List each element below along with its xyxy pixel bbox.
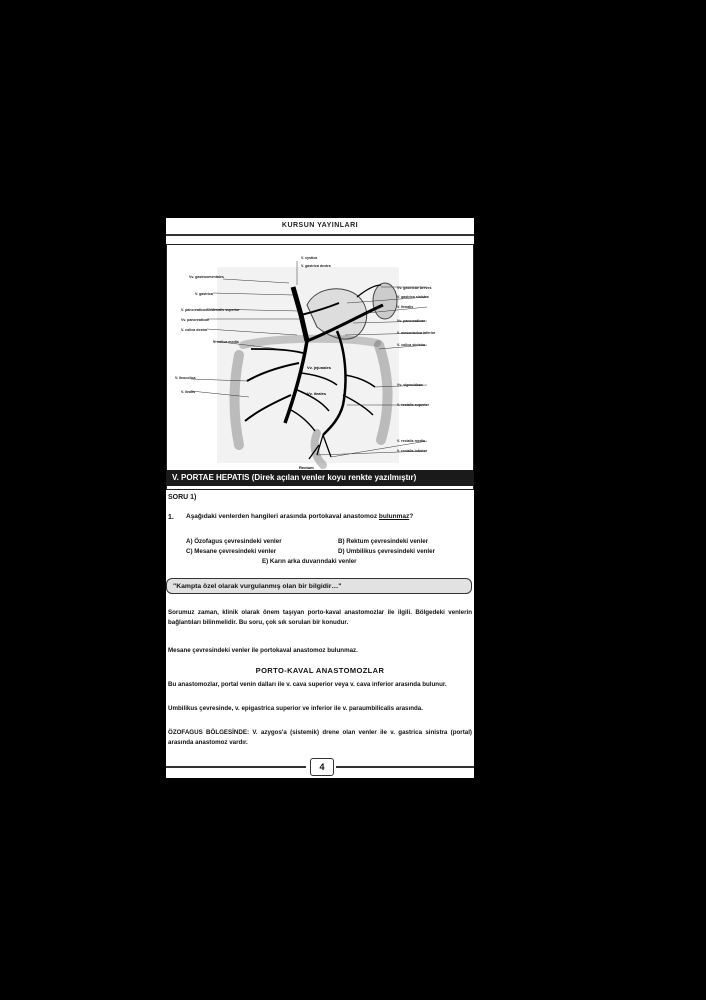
label-vv-jejunales: Vv. jejunales bbox=[307, 365, 331, 370]
label-vv-ileales: Vv. ileales bbox=[307, 391, 327, 396]
running-header: KURSUN YAYINLARI bbox=[281, 222, 359, 229]
label-v-lienalis: V. lienalis bbox=[397, 305, 414, 309]
superior-mesenteric-vein bbox=[285, 341, 307, 423]
label-v-gastrica-sinistra: V. gastrica sinistra bbox=[397, 295, 429, 299]
label-v-rectalis-media: V. rectalis media bbox=[397, 439, 426, 443]
portal-vein-figure bbox=[166, 244, 474, 490]
label-v-ileocolica: V. ileocolica bbox=[175, 376, 196, 380]
label-v-rectalis-inferior: V. rectalis inferior bbox=[397, 449, 428, 453]
colon-ascending bbox=[235, 355, 240, 445]
right-colic-vein bbox=[247, 363, 299, 381]
paragraph-5: ÖZOFAGUS BÖLGESİNDE: V. azygos'a (sistemik) drene olan venler ile v. gastrica sinistra (portal) arasında anastomoz vardır. bbox=[168, 729, 472, 746]
middle-colic-vein bbox=[251, 349, 303, 353]
ileocolic-vein bbox=[245, 395, 291, 421]
question-section-label: SORU 1) bbox=[168, 494, 197, 501]
paragraph-1: Sorumuz zaman, klinik olarak önem taşıyan porto-kaval anastomozlar ile ilgili. Bölgedeki venlerin bağlantıları bilinmelidir. Bu soru, çok sık sorulan bir konudur. bbox=[168, 609, 472, 626]
question-text-underlined: bulunmaz bbox=[378, 513, 410, 520]
label-v-cystica: V. cystica bbox=[301, 256, 318, 260]
colon-descending bbox=[379, 345, 388, 440]
label-v-rectalis-superior: V. rectalis superior bbox=[397, 403, 430, 407]
label-v-colica-media: V. colica media bbox=[213, 340, 239, 344]
label-v-gastrica-dextra: V. gastrica dextra bbox=[301, 264, 331, 268]
label-vv-pancreaticae-left: Vv. pancreaticae bbox=[181, 318, 210, 322]
paragraph-4: Umbilikus çevresinde, v. epigastrica superior ve inferior ile v. paraumbilicalis arasında. bbox=[168, 705, 423, 712]
page-number: 4 bbox=[310, 758, 334, 776]
header-rule bbox=[166, 234, 474, 236]
option-e: E) Karın arka duvarındaki venler bbox=[262, 558, 357, 565]
paragraph-3: Bu anastomozlar, portal venin dalları ile v. cava superior veya v. cava inferior arasında bulunur. bbox=[168, 681, 447, 688]
option-b: B) Rektum çevresindeki venler bbox=[338, 538, 429, 545]
label-v-mesenterica-inferior: V. mesenterica inferior bbox=[397, 331, 436, 335]
sigmoid-branch bbox=[345, 375, 375, 387]
option-d: D) Umbilikus çevresindeki venler bbox=[338, 548, 435, 555]
footer-rule-right bbox=[336, 766, 474, 768]
label-v-pancreaticoduodenalis: V. pancreaticoduodenalis superior bbox=[181, 308, 240, 312]
label-v-ilealis: V. ilealis bbox=[181, 390, 196, 394]
option-c: C) Mesane çevresindeki venler bbox=[186, 548, 277, 555]
label-rectum: Rectum bbox=[299, 465, 314, 470]
ileal-branch-lower bbox=[289, 409, 315, 431]
label-vv-sigmoideae: Vv. sigmoideae bbox=[397, 383, 423, 387]
label-v-gastrica: V. gastrica bbox=[195, 292, 213, 296]
question-text bbox=[186, 512, 472, 522]
section-title: PORTO-KAVAL ANASTOMOZLAR bbox=[255, 666, 385, 675]
label-v-colica-sinistra: V. colica sinistra bbox=[397, 343, 426, 347]
portal-vein-diagram bbox=[167, 245, 473, 489]
paragraph-2: Mesane çevresindeki venler ile portokaval anastomoz bulunmaz. bbox=[168, 647, 358, 654]
footer-rule-left bbox=[166, 766, 306, 768]
question-text-main: Aşağıdaki venlerden hangileri arasında portokaval anastomoz bbox=[186, 513, 379, 520]
question-number: 1. bbox=[168, 514, 174, 521]
question-text-end: ? bbox=[409, 513, 414, 520]
label-v-colica-dextra: V. colica dextra bbox=[181, 328, 208, 332]
emphasis-note: "Kampta özel olarak vurgulanmış olan bir bilgidir…" bbox=[166, 578, 472, 594]
label-vv-gastroomentales: Vv. gastroomentales bbox=[189, 275, 224, 279]
option-a: A) Özofagus çevresindeki venler bbox=[186, 538, 282, 545]
jejunal-branch bbox=[301, 373, 337, 385]
label-vv-gastricae-breves: Vv. gastricae breves bbox=[397, 286, 432, 290]
document-page bbox=[166, 218, 474, 778]
label-vv-pancreaticae-right: Vv. pancreaticae bbox=[397, 319, 426, 323]
figure-caption: V. PORTAE HEPATIS (Direk açılan venler koyu renkte yazılmıştır) bbox=[166, 470, 474, 486]
